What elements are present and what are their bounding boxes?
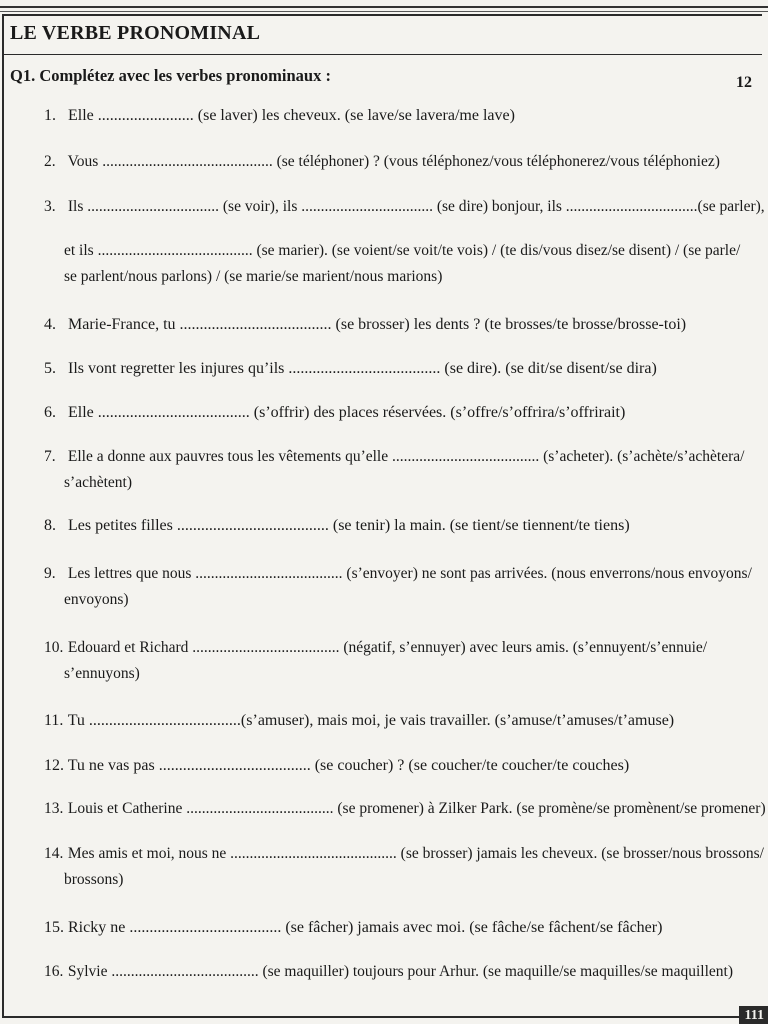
question-points: 12 [736, 74, 752, 91]
item-text-line2: s’achètent) [64, 474, 132, 491]
top-rule-thin [0, 11, 768, 12]
exercise-item [44, 103, 750, 129]
item-text: Elle a donne aux pauvres tous les vêtements qu’elle ...................................... (s’acheter). (s’achète/s’achètera/ [67, 448, 745, 465]
exercise-item [44, 194, 765, 220]
exercise-item [44, 959, 750, 985]
item-number: 4. [44, 316, 56, 333]
item-number: 15. [44, 919, 64, 936]
item-text: Elle ...................................... (s’offrir) des places réservées. (s’offre/s’offrira/s’offrirait) [68, 404, 626, 421]
title-band [4, 16, 762, 55]
item-text: Sylvie ...................................... (se maquiller) toujours pour Arhur. (se maquille/se maquilles/se maquillent) [67, 963, 733, 980]
exercise-item [44, 796, 766, 822]
exercise-item [44, 635, 750, 687]
item-text: Tu ......................................(s’amuser), mais moi, je vais travailler. (s’amuse/t’amuses/t’amuse) [67, 712, 675, 729]
top-rule [0, 6, 768, 8]
exercise-item [44, 312, 750, 338]
item-text-line2: envoyons) [64, 591, 129, 608]
item-number: 12. [44, 757, 64, 774]
item-text-line2: se parlent/nous parlons) / (se marie/se marient/nous marions) [64, 268, 443, 285]
item-text: Ils .................................. (se voir), ils .................................. (se dire) bonjour, ils ..................................(se parler), [67, 198, 765, 215]
item-number: 14. [44, 845, 64, 862]
item-text: Vous ............................................ (se téléphoner) ? (vous téléphonez/vous téléphonerez/vous téléphoniez) [67, 153, 720, 170]
exercise-item [44, 561, 750, 613]
item-text: Edouard et Richard ...................................... (négatif, s’ennuyer) avec leurs amis. (s’ennuyent/s’ennuie/ [67, 639, 708, 656]
item-number: 16. [44, 963, 64, 980]
exercise-item [44, 708, 750, 734]
item-text: et ils ........................................ (se marier). (se voient/se voit/te vois) / (te dis/vous disez/se disent) / (se parle/ [64, 242, 741, 259]
exercise-frame [2, 14, 766, 1018]
item-text: Louis et Catherine ...................................... (se promener) à Zilker Park. (se promène/se promènent/se promener) [67, 800, 766, 817]
item-number: 8. [44, 517, 56, 534]
item-text: Les lettres que nous ...................................... (s’envoyer) ne sont pas arrivées. (nous enverrons/nous envoyons/ [67, 565, 752, 582]
item-number: 6. [44, 404, 56, 421]
exercise-item [44, 149, 750, 175]
question-label: Q1. Complétez avec les verbes pronominaux : [10, 66, 331, 85]
item-text-line2: s’ennuyons) [64, 665, 140, 682]
item-text: Elle ........................ (se laver) les cheveux. (se lave/se lavera/me lave) [68, 107, 515, 124]
item-text-line2: brossons) [64, 871, 124, 888]
exercise-item [44, 356, 750, 382]
item-number: 3. [44, 198, 56, 215]
item-number: 1. [44, 107, 56, 124]
exercise-item-continuation [44, 238, 750, 290]
exercise-item [44, 513, 750, 539]
page-number: 111 [739, 1006, 768, 1024]
exercise-item [44, 444, 750, 496]
exercise-item [44, 915, 750, 941]
item-text: Les petites filles ...................................... (se tenir) la main. (se tient/se tiennent/te tiens) [68, 517, 630, 534]
item-number: 13. [44, 800, 64, 817]
item-number: 10. [44, 639, 64, 656]
exercise-item [44, 753, 750, 779]
item-number: 2. [44, 153, 56, 170]
item-text: Ils vont regretter les injures qu’ils ...................................... (se dire). (se dit/se disent/se dira) [68, 360, 657, 377]
item-text: Marie-France, tu ...................................... (se brosser) les dents ? (te brosses/te brosse/brosse-toi) [68, 316, 687, 333]
exercise-item [44, 841, 764, 893]
item-text: Tu ne vas pas ...................................... (se coucher) ? (se coucher/te coucher/te couches) [67, 757, 630, 774]
page-title: LE VERBE PRONOMINAL [10, 22, 261, 44]
item-number: 9. [44, 565, 56, 582]
item-text: Ricky ne ...................................... (se fâcher) jamais avec moi. (se fâche/se fâchent/se fâcher) [68, 919, 663, 936]
exercise-item [44, 400, 750, 426]
item-number: 7. [44, 448, 56, 465]
item-number: 11. [44, 712, 64, 729]
item-number: 5. [44, 360, 56, 377]
item-text: Mes amis et moi, nous ne ........................................... (se brosser) jamais les cheveux. (se brosser/nous brossons/ [67, 845, 764, 862]
